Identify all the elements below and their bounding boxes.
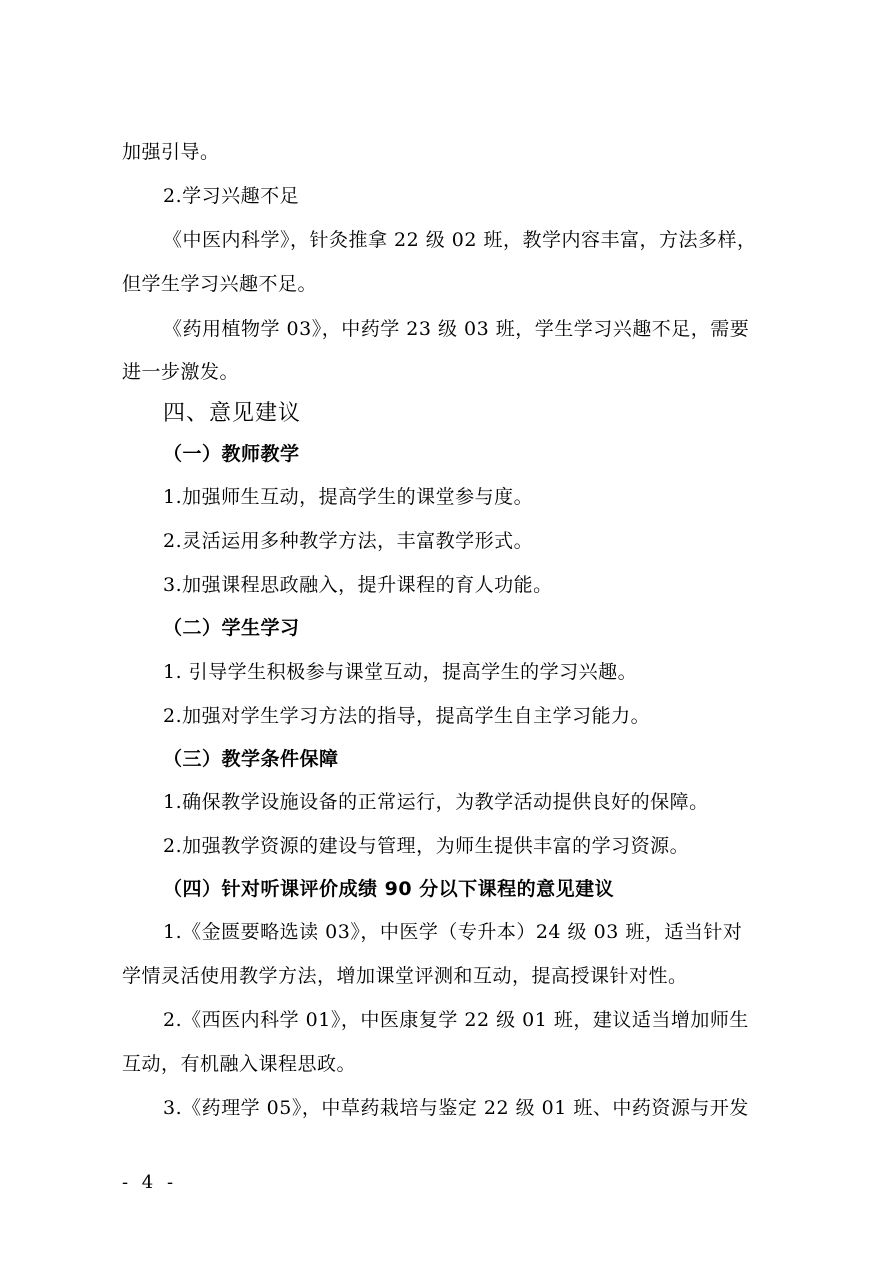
subsection-heading: （三）教学条件保障 xyxy=(163,748,339,770)
list-item: 2.灵活运用多种教学方法，丰富教学形式。 xyxy=(163,530,534,552)
list-item: 2.《西医内科学 01》，中医康复学 22 级 01 班，建议适当增加师生 xyxy=(163,1009,749,1031)
paragraph-line: 《药用植物学 03》，中药学 23 级 03 班，学生学习兴趣不足，需要 xyxy=(163,318,750,340)
section-heading: 四、意见建议 xyxy=(163,401,302,426)
list-item: 3.《药理学 05》，中草药栽培与鉴定 22 级 01 班、中药资源与开发 xyxy=(163,1097,749,1119)
list-item: 1.加强师生互动，提高学生的课堂参与度。 xyxy=(163,486,534,508)
list-item: 1. 引导学生积极参与课堂互动，提高学生的学习兴趣。 xyxy=(163,661,638,683)
list-item: 2.加强对学生学习方法的指导，提高学生自主学习能力。 xyxy=(163,705,651,727)
paragraph-line: 加强引导。 xyxy=(122,141,220,163)
subsection-heading: 2.学习兴趣不足 xyxy=(163,185,300,207)
paragraph-line: 进一步激发。 xyxy=(122,361,240,383)
paragraph-line: 但学生学习兴趣不足。 xyxy=(122,273,318,295)
page-number: - 4 - xyxy=(122,1172,178,1193)
list-item: 1.《金匮要略选读 03》，中医学（专升本）24 级 03 班，适当针对 xyxy=(163,921,743,943)
subsection-heading: （四）针对听课评价成绩 90 分以下课程的意见建议 xyxy=(163,878,615,900)
list-item: 1.确保教学设施设备的正常运行，为教学活动提供良好的保障。 xyxy=(163,791,709,813)
list-item: 2.加强教学资源的建设与管理，为师生提供丰富的学习资源。 xyxy=(163,835,690,857)
list-item: 3.加强课程思政融入，提升课程的育人功能。 xyxy=(163,574,553,596)
paragraph-line: 互动，有机融入课程思政。 xyxy=(122,1053,357,1075)
paragraph-line: 学情灵活使用教学方法，增加课堂评测和互动，提高授课针对性。 xyxy=(122,965,688,987)
paragraph-line: 《中医内科学》，针灸推拿 22 级 02 班，教学内容丰富，方法多样， xyxy=(163,229,757,251)
subsection-heading: （二）学生学习 xyxy=(163,617,300,639)
subsection-heading: （一）教师教学 xyxy=(163,443,300,465)
